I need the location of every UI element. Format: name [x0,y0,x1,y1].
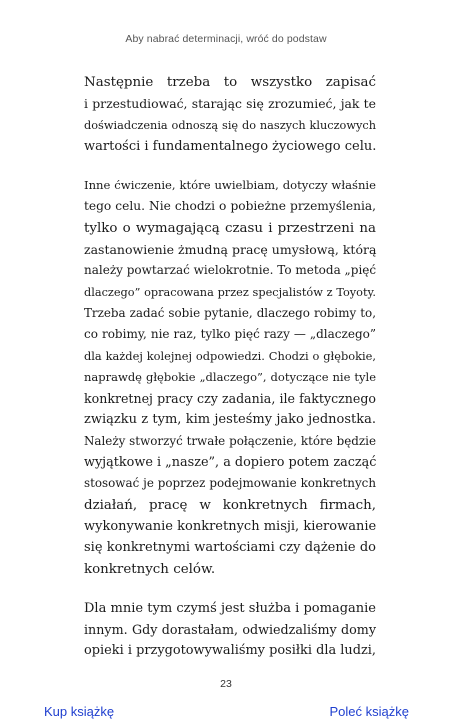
text-line: opieki i przygotowywaliśmy posiłki dla ludzi, [84,643,376,659]
text-line: tego celu. Nie chodzi o pobieżne przemyślenia, [84,199,376,214]
text-line: Trzeba zadać sobie pytanie, dlaczego robimy to, [84,305,376,320]
page-body [84,72,376,680]
text-line: konkretnej pracy czy zadania, ile faktycznego [84,391,376,407]
paragraph-1 [84,72,376,157]
text-line: Dla mnie tym czymś jest służba i pomaganie [84,600,376,616]
text-line: zastanowienie żmudną pracę umysłową, którą [84,242,377,258]
running-header: Aby nabrać determinacji, wróć do podstaw [125,33,327,45]
text-line: należy powtarzać wielokrotnie. To metoda „pięć [84,263,377,278]
text-line: wykonywanie konkretnych misji, kierowanie [84,518,377,534]
text-line: naprawdę głębokie „dlaczego”, dotyczące nie tyle [84,369,376,384]
text-line: dla każdej kolejnej odpowiedzi. Chodzi o głębokie, [84,348,376,363]
text-line: stosować je poprzez podejmowanie konkretnych [84,476,376,491]
buy-book-link[interactable]: Kup książkę [44,704,115,719]
text-line: tylko o wymagającą czasu i przestrzeni na [84,220,376,236]
text-line: i przestudiować, starając się zrozumieć, jak te [84,96,376,112]
page-number: 23 [220,678,232,690]
text-line: Następnie trzeba to wszystko zapisać [84,75,376,90]
text-line: dlaczego” opracowana przez specjalistów z Toyoty. [84,285,376,299]
text-line: się konkretnymi wartościami czy dążenie do [84,540,376,556]
text-line: doświadczenia odnoszą się do naszych kluczowych [84,118,376,132]
text-line: innym. Gdy dorastałam, odwiedzaliśmy domy [84,622,376,638]
text-line: Należy stworzyć trwałe połączenie, które będzie [84,433,376,448]
text-line: wyjątkowe i „nasze”, a dopiero potem zacząć [84,455,377,471]
text-line: konkretnych celów. [84,561,216,577]
text-line: wartości i fundamentalnego życiowego celu. [84,138,377,154]
paragraph-2 [84,175,376,580]
text-line: związku z tym, kim jesteśmy jako jednostka. [84,412,376,428]
text-line: działań, pracę w konkretnych firmach, [84,497,376,513]
text-line: co robimy, nie raz, tylko pięć razy — „dlaczego” [84,327,376,342]
text-line: Inne ćwiczenie, które uwielbiam, dotyczy właśnie [84,178,376,193]
paragraph-3 [84,598,376,662]
recommend-book-link[interactable]: Poleć książkę [329,704,409,719]
